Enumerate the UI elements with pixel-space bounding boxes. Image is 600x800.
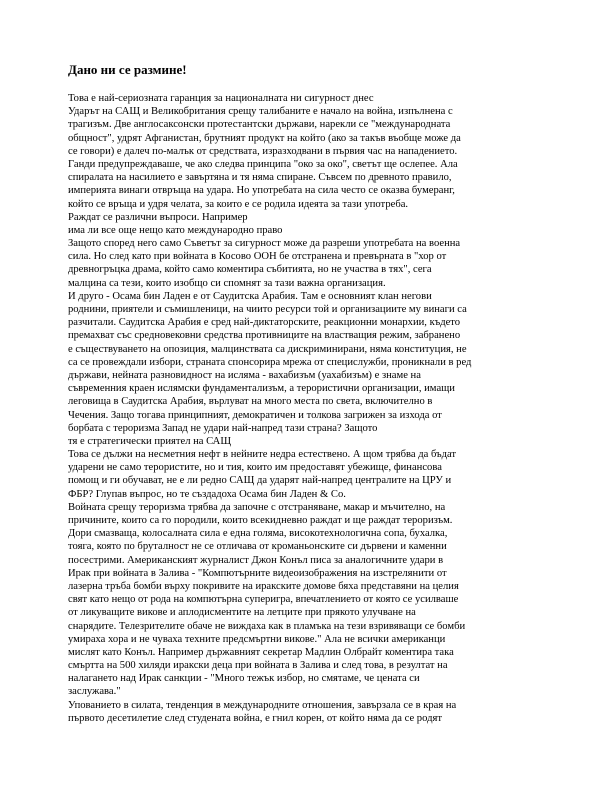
text-line: съвременния краен ислямски фундаментализъм, а терористични организации, имащи: [68, 383, 455, 395]
text-line: Чечения. Защо тогава принципният, демократичен и толкова загрижен за изхода от: [68, 409, 442, 421]
text-line: от ликуващите викове и аплодисментите на летците при прякото улучване на: [68, 607, 416, 619]
text-line: древногръцка драма, който само коментира събитията, но не участва в тях", сега: [68, 264, 432, 276]
text-line: тояга, която по бруталност не се отличава от кроманьонските си дървени и каменни: [68, 541, 447, 553]
text-line: Това е най-сериозната гаранция за националната ни сигурност днес: [68, 93, 374, 104]
text-line: помощ и ги обучават, не е ли редно САЩ да ударят най-напред централите на ЦРУ и: [68, 475, 452, 487]
text-line: са се провеждали избори, страната спонсорира мрежа от специслужби, проникнали в ред: [68, 356, 472, 368]
text-line: Дори смазваща, колосалната сила е една голяма, високотехнологична сопа, бухалка,: [68, 528, 448, 540]
text-line: борбата с тероризма Запад не удари най-напред тази страна? Защото: [68, 422, 378, 434]
text-line: държави, нейната разновидност на ислямa - вахабизъм (уахабизъм) е знаме на: [68, 369, 421, 381]
text-line: който се връща и удря челата, за които е се родила идеята за тази употреба.: [68, 198, 409, 210]
text-line: трагизъм. Две англосаксонски протестантски държави, нарекли се "международната: [68, 119, 451, 131]
text-line: Ганди предупреждаваше, че ако следва принципа "око за око", светът ще ослепее. Ала: [68, 158, 458, 170]
text-line: смъртта на 500 хиляди иракски деца при войната в Залива и след това, в резултат на: [68, 660, 448, 672]
text-line: причините, които са го породили, които всекидневно раждат и ще раждат тероризъм.: [68, 515, 453, 526]
text-line: Упованието в силата, тенденция в международните отношения, завързала се в края на: [68, 699, 457, 711]
text-line: империята винаги отвръща на удара. Но употребата на сила често се оказва бумеранг,: [68, 185, 455, 197]
text-line: посестрими. Американският журналист Джон Конъл писа за аналогичните удари в: [68, 554, 444, 566]
text-line: мислят като Конъл. Например държавният секретар Мадлин Олбрайт коментира така: [68, 646, 454, 658]
text-line: заслужава.": [68, 686, 121, 698]
text-line: премахват със средновековни средства противниците на властващия режим, забранено: [68, 330, 461, 342]
text-line: има ли все още нещо като международно право: [68, 224, 283, 236]
text-line: се говори) е далеч по-малък от средствата, изразходвани в първия час на нападението.: [68, 145, 458, 157]
text-line: ударени не само терористите, но и тия, които им предоставят убежище, финансова: [68, 462, 442, 474]
text-line: роднини, приятели и съмишленици, на чиито ресурси той и организациите му винаги са: [68, 304, 467, 315]
text-line: ФБР? Глупав въпрос, но те създадоха Осама бин Ладен & Co.: [68, 488, 346, 500]
body-text: [68, 92, 580, 725]
text-line: снарядите. Телезрителите обаче не виждаха как в пламъка на тези взривяващи се бомби: [68, 620, 466, 632]
page-title: Дано ни се размине!: [68, 62, 187, 77]
text-line: малцина са тези, които изобщо си спомнят за тази важна организация.: [68, 277, 386, 289]
text-line: сила. Но след като при войната в Косово ООН бе отстранена и превърната в "хор от: [68, 251, 447, 263]
text-line: Войната срещу тероризма трябва да започне с отстраняване, макар и мъчително, на: [68, 501, 446, 513]
text-line: е съществуването на опозиция, малцинствата са дискриминирани, няма конституция, не: [68, 343, 467, 355]
text-line: лазерна тръба бомби върху покривите на иракските домове бяха представяни на целия: [68, 580, 459, 592]
text-line: разчитали. Саудитска Арабия е сред най-диктаторските, реакционни монархии, където: [68, 317, 461, 329]
document-page: [68, 62, 580, 725]
text-line: Ирак при войната в Залива - "Компютърните видеоизображения на изстрелянити от: [68, 567, 447, 579]
text-line: леговища в Саудитска Арабия, върлуват на много места по света, включително в: [68, 396, 433, 408]
text-line: тя е стратегически приятел на САЩ: [68, 435, 232, 447]
text-line: умираха хора и не чуваха техните предсмъртни викове." Ала не всички американци: [68, 633, 446, 645]
text-line: И друго - Осама бин Ладен е от Саудитска Арабия. Там е основният клан негови: [68, 290, 432, 302]
text-line: Ударът на САЩ и Великобритания срещу талибаните е начало на война, изпълнена с: [68, 106, 453, 118]
text-line: налагането над Ирак санкции - "Много тежък избор, но смятаме, че цената си: [68, 673, 420, 685]
text-line: общност", удрят Афганистан, брутният продукт на който (ако за такъв въобще може да: [68, 132, 461, 144]
text-line: Това се дължи на несметния нефт в нейните недра естествено. А щом трябва да бъдат: [68, 449, 457, 461]
text-line: Защото според него само Съветът за сигурност може да разреши употребата на военна: [68, 238, 461, 250]
text-line: свят като нещо от рода на компютърна суперигра, впечатлението от която се усилваше: [68, 594, 459, 606]
text-line: Раждат се различни въпроси. Например: [68, 211, 248, 223]
text-line: първото десетилетие след студената война, е гнил корен, от който няма да се родят: [68, 712, 442, 724]
text-line: спиралата на насилието е завъртяна и тя няма спиране. Съвсем по древното правило,: [68, 172, 452, 184]
